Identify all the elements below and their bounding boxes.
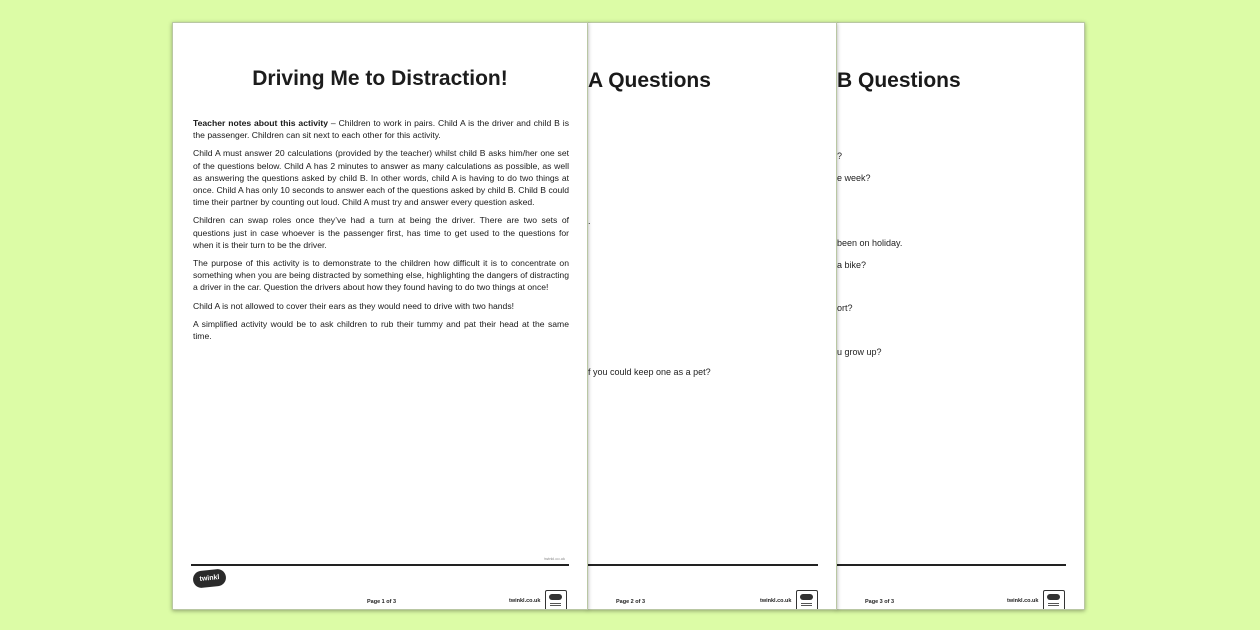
page-title: Driving Me to Distraction! <box>252 67 508 90</box>
worksheet-page-2 <box>587 22 837 610</box>
watermark-url: twinkl.co.uk <box>544 556 565 561</box>
notes-intro: – Children to work in pairs. Child A is the driver and child B is the passenger. Children can sit next to each other for this activity. <box>193 118 569 141</box>
twinkl-logo-icon: twinkl <box>192 568 227 588</box>
badge-icon <box>796 590 818 610</box>
worksheet-page-3 <box>836 22 1085 610</box>
site-url: twinkl.co.uk <box>509 598 541 604</box>
page-number: Page 3 of 3 <box>865 599 895 605</box>
worksheet-page-1 <box>172 22 588 610</box>
notes-label: Teacher notes about this activity <box>193 118 329 128</box>
notes-paragraph-1 <box>193 117 569 141</box>
footer-rule <box>191 564 569 566</box>
question-fragment: u grow up? <box>837 347 882 357</box>
question-fragment: f you could keep one as a pet? <box>588 367 711 377</box>
page-number: Page 2 of 3 <box>616 599 646 605</box>
question-fragment: ? <box>837 151 843 161</box>
question-fragment: been on holiday. <box>837 238 903 248</box>
teacher-notes <box>193 117 569 348</box>
notes-paragraph-6: A simplified activity would be to ask children to rub their tummy and pat their head at the same time. <box>193 318 569 342</box>
question-fragment: a bike? <box>837 260 867 270</box>
notes-paragraph-3: Children can swap roles once they’ve had a turn at being the driver. There are two sets of questions just in case whoever is the passenger first, has time to get used to the questions for when it is their turn to be the driver. <box>193 215 569 250</box>
badge-icon <box>1043 590 1065 610</box>
question-fragment: . <box>588 216 591 226</box>
footer-rule <box>588 564 818 566</box>
notes-paragraph-4: The purpose of this activity is to demonstrate to the children how difficult it is to concentrate on something when you are being distracted by something else, highlighting the dangers of distracting a driver in the car. Question the drivers about how they found having to do two things at once! <box>193 258 569 293</box>
site-url: twinkl.co.uk <box>760 598 792 604</box>
page-3-title: B Questions <box>837 69 961 92</box>
question-fragment: e week? <box>837 173 871 183</box>
notes-paragraph-5: Child A is not allowed to cover their ears as they would need to drive with two hands! <box>193 300 515 311</box>
notes-paragraph-2: Child A must answer 20 calculations (provided by the teacher) whilst child B asks him/her one set of the questions below. Child A has 2 minutes to answer as many calculations as possible, as well as answering the questions asked by child B. In other words, child A is having to do two things at once. Child A has only 10 seconds to answer each of the questions asked by child B. Child B could time their partner by counting out loud. Child A must try and answer every question asked. <box>193 148 569 208</box>
question-fragment: ort? <box>837 303 853 313</box>
site-url: twinkl.co.uk <box>1007 598 1039 604</box>
page-2-title: A Questions <box>588 69 711 92</box>
badge-icon <box>545 590 567 610</box>
footer-rule <box>837 564 1066 566</box>
page-number: Page 1 of 3 <box>367 599 397 605</box>
